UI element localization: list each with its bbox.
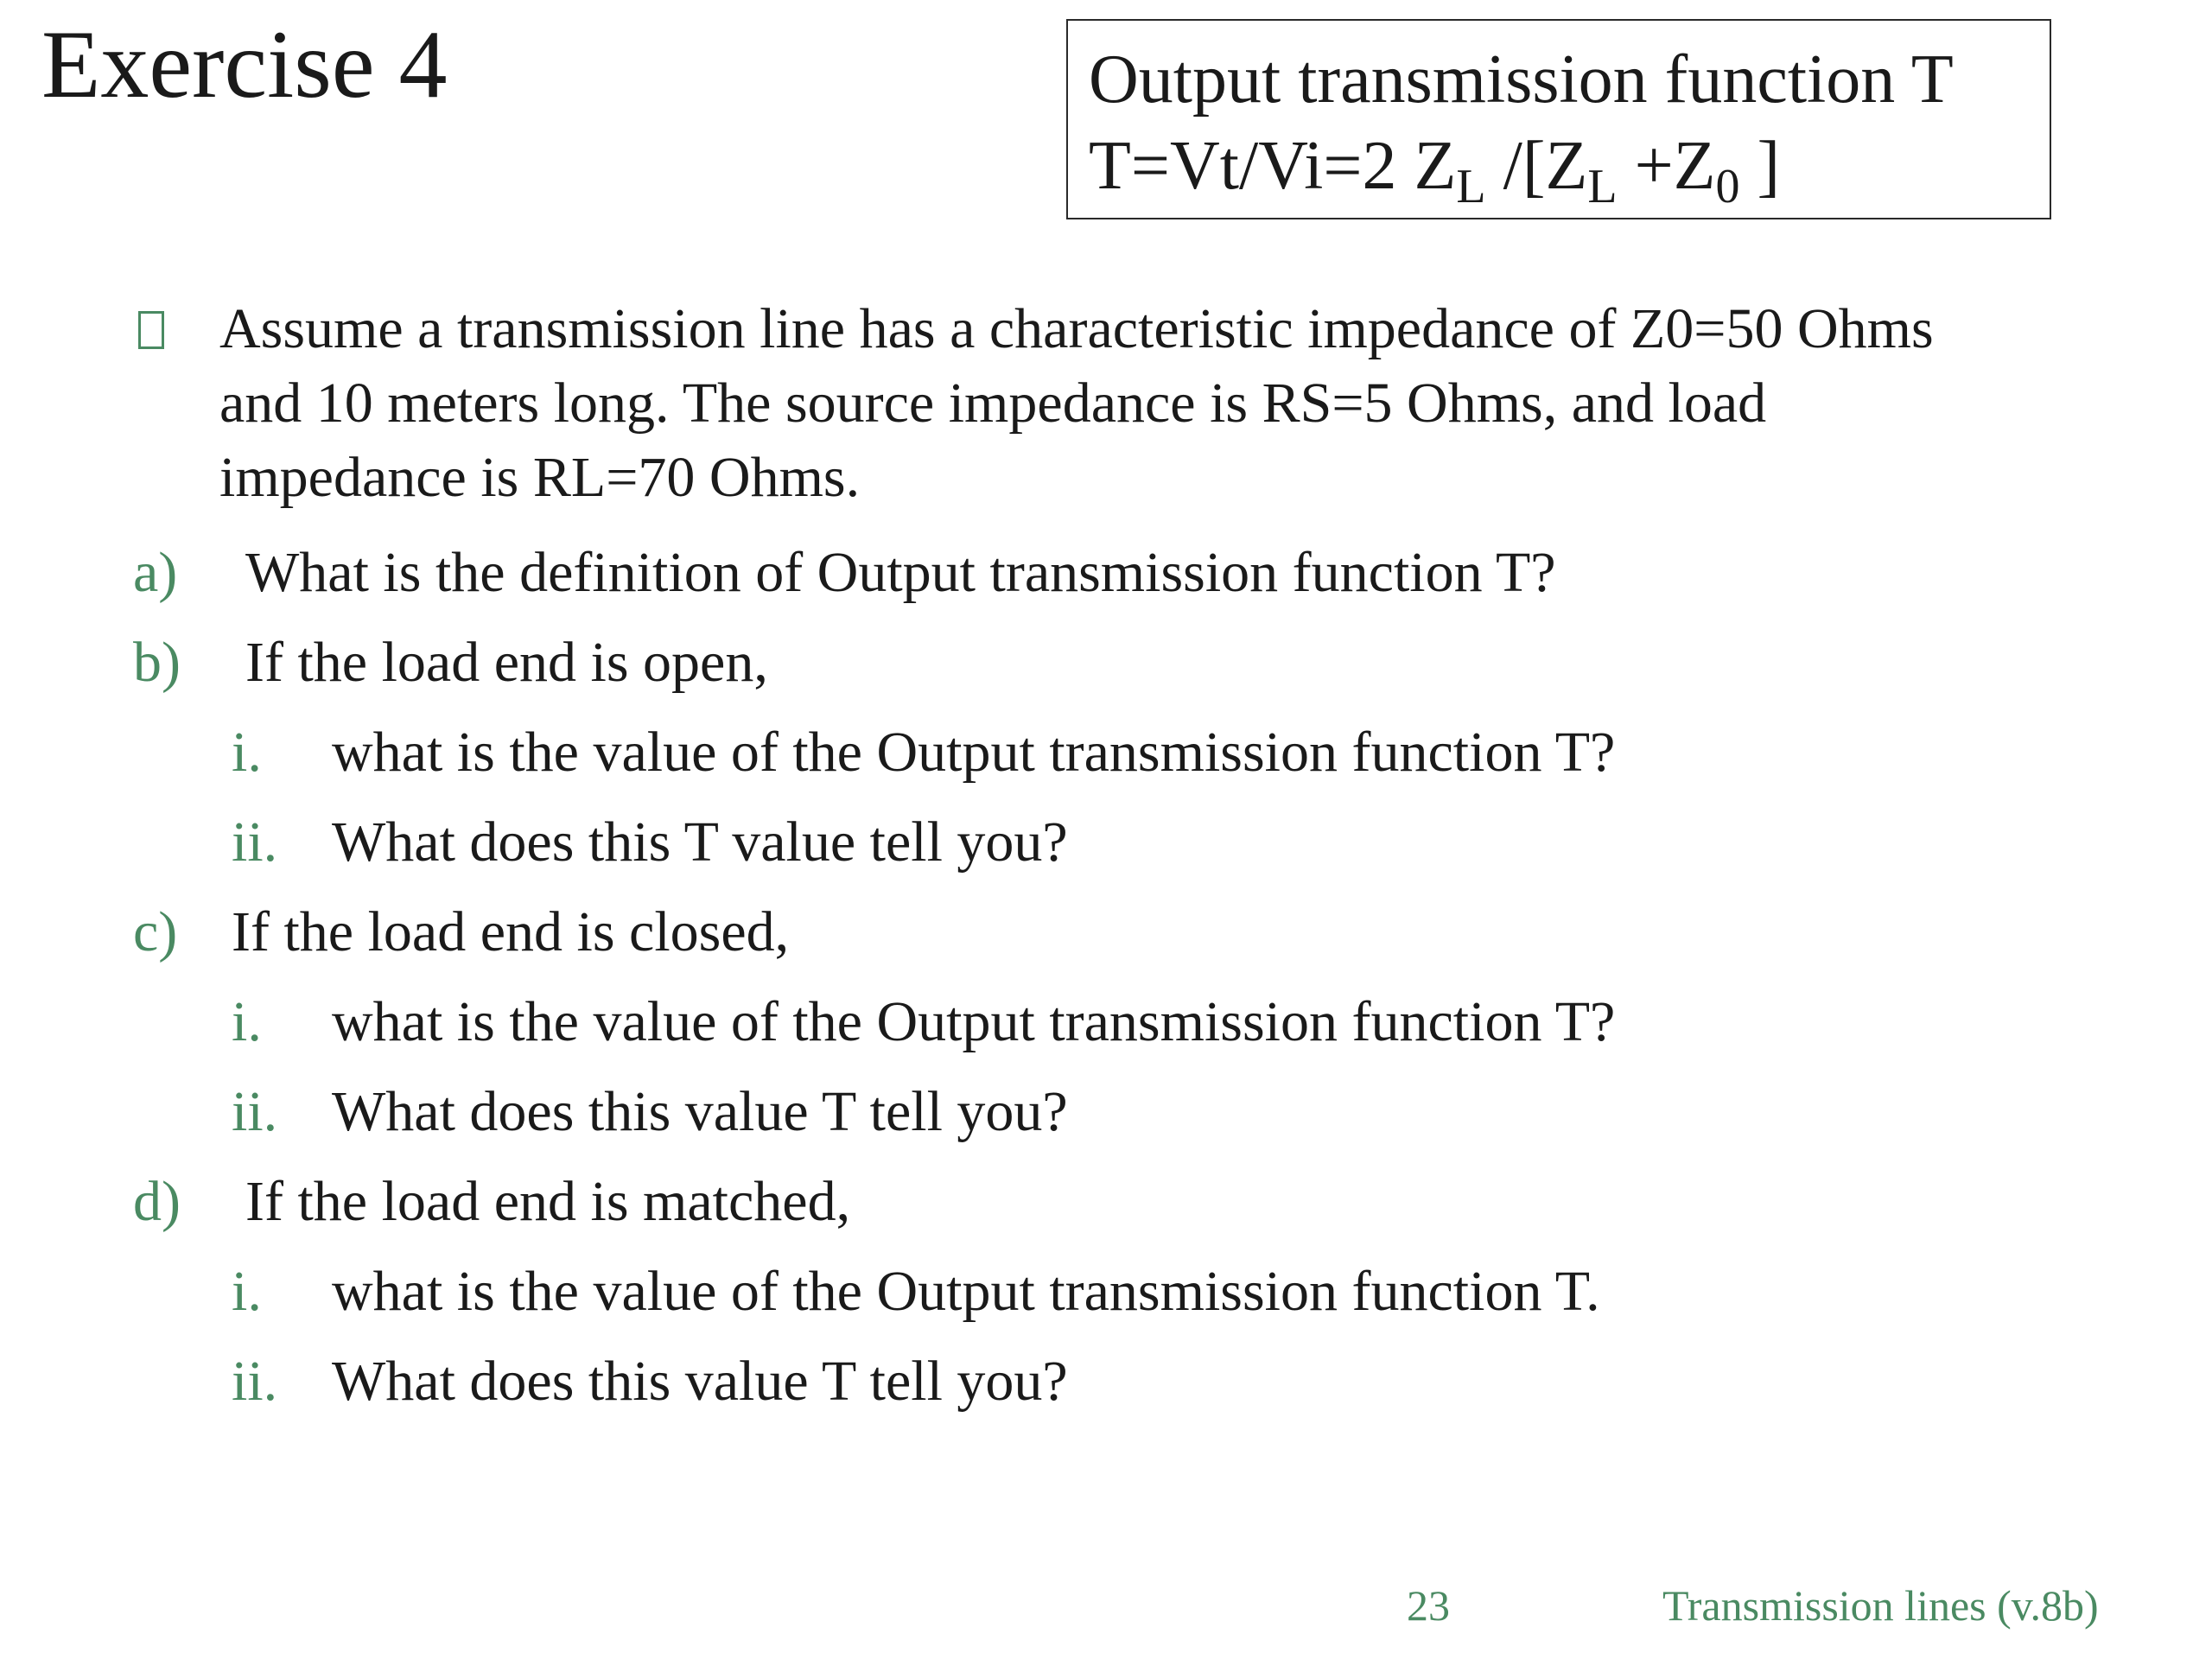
question-text: If the load end is matched, <box>245 1170 851 1233</box>
question-marker: a) <box>133 541 178 604</box>
question-text: If the load end is open, <box>245 631 768 694</box>
question-text: What is the definition of Output transmission function T? <box>245 541 1556 604</box>
formula-part: /[Z <box>1485 128 1588 204</box>
question-marker: b) <box>133 631 181 694</box>
square-bullet-icon <box>138 311 164 349</box>
subquestion-marker: i. <box>232 1260 262 1323</box>
formula-subscript-l: L <box>1456 160 1486 213</box>
intro-text: Assume a transmission line has a characteristic impedance of Z0=50 Ohms and 10 meters long. The source impedance is RS=5 Ohms, and load impedance is RL=70 Ohms. <box>219 297 1934 509</box>
subquestion-text: What does this value T tell you? <box>332 1080 1068 1143</box>
formula-heading: Output transmission function T <box>1089 41 1954 118</box>
subquestion-marker: ii. <box>232 1350 278 1413</box>
subquestion-marker: i. <box>232 990 262 1053</box>
footer-deck-title: Transmission lines (v.8b) <box>1662 1581 2099 1630</box>
question-marker: d) <box>133 1170 181 1233</box>
subquestion-text: what is the value of the Output transmission function T? <box>332 990 1616 1053</box>
formula-part: ] <box>1739 128 1781 204</box>
formula-part: +Z <box>1617 128 1716 204</box>
question-marker: c) <box>133 900 178 963</box>
slide-title: Exercise 4 <box>41 11 448 118</box>
subquestion-marker: ii. <box>232 810 278 874</box>
subquestion-text: what is the value of the Output transmission function T. <box>332 1260 1600 1323</box>
subquestion-marker: ii. <box>232 1080 278 1143</box>
subquestion-text: what is the value of the Output transmission function T? <box>332 721 1616 784</box>
subquestion-marker: i. <box>232 721 262 784</box>
question-text: If the load end is closed, <box>232 900 790 963</box>
subquestion-text: What does this value T tell you? <box>332 1350 1068 1413</box>
formula-subscript-0: 0 <box>1715 160 1740 213</box>
formula-subscript-l: L <box>1587 160 1618 213</box>
formula-box <box>1066 19 2051 219</box>
page-number: 23 <box>1407 1581 1450 1630</box>
formula-part: T=Vt/Vi=2 Z <box>1089 128 1457 204</box>
formula-equation <box>1089 123 2050 213</box>
subquestion-text: What does this T value tell you? <box>332 810 1068 874</box>
